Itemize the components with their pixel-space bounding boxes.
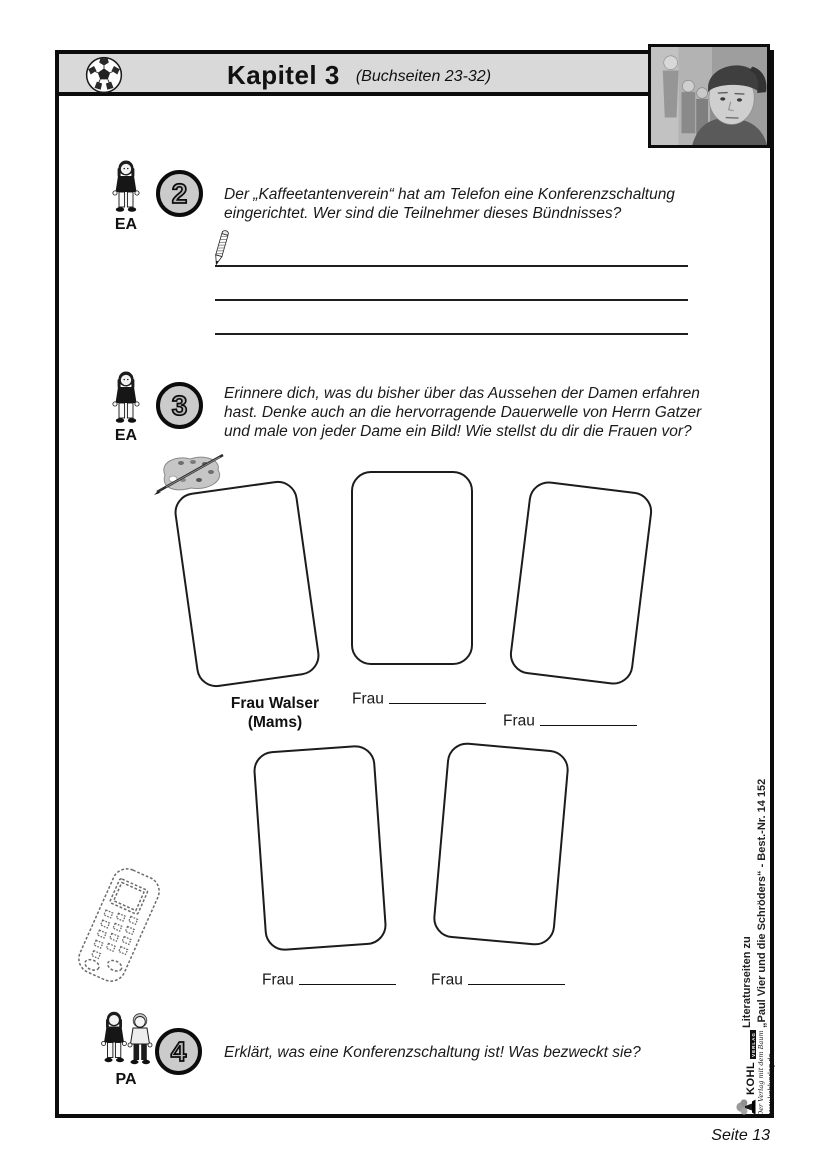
task-number-badge: 4 <box>155 1028 202 1075</box>
frame-caption-blank: Frau <box>431 970 565 990</box>
series-book-number: „Paul Vier und die Schröders“ - Best.-Nr. 14 152 <box>755 778 768 1028</box>
single-student-icon <box>108 370 144 426</box>
boy-with-cap-illustration <box>648 44 770 148</box>
series-title: Literaturseiten zu <box>741 936 753 1028</box>
work-mode-label: EA <box>114 427 138 444</box>
frame-caption-blank: Frau <box>503 711 637 731</box>
publisher-name-suffix: VERLAG <box>750 1032 756 1057</box>
task-number-badge: 3 <box>156 382 203 429</box>
frame-caption-blank: Frau <box>352 689 486 709</box>
work-mode-label: EA <box>114 216 138 233</box>
single-student-icon <box>108 159 144 215</box>
frame-caption-blank: Frau <box>262 970 396 990</box>
drawing-frame[interactable] <box>252 744 388 952</box>
writing-line[interactable] <box>215 265 688 267</box>
chapter-title-group <box>59 54 659 96</box>
publisher-slogan: Der Verlag mit dem Baum <box>757 1030 765 1116</box>
worksheet-border <box>55 50 774 1118</box>
drawing-frame[interactable] <box>432 741 571 947</box>
chapter-subtitle: (Buchseiten 23-32) <box>355 67 492 85</box>
writing-line[interactable] <box>215 299 688 301</box>
work-mode-label: PA <box>115 1071 137 1088</box>
writing-line[interactable] <box>215 333 688 335</box>
name-blank-line[interactable] <box>389 689 486 704</box>
task-text: Erklärt, was eine Konferenzschaltung ist! Was bezweckt sie? <box>224 1044 641 1061</box>
tree-icon <box>735 1098 756 1116</box>
two-students-icon <box>98 1010 158 1070</box>
page-number: Seite 13 <box>711 1127 770 1144</box>
task-number-badge: 2 <box>156 170 203 217</box>
task-text: Erinnere dich, was du bisher über das Aussehen der Damen erfahren hast. Denke auch an die hervorragende Dauerwelle von Herrn Gatzer und male von jeder Dame ein Bild! Wie stellst du dir die Frauen vor? <box>224 385 702 440</box>
pencil-icon <box>209 228 233 268</box>
cordless-phone-icon <box>65 858 173 993</box>
frame-caption-walser: Frau Walser (Mams) <box>230 695 320 731</box>
drawing-frame[interactable] <box>172 478 322 689</box>
drawing-frame[interactable] <box>351 471 473 665</box>
name-blank-line[interactable] <box>540 711 637 726</box>
chapter-title: Kapitel 3 <box>226 59 340 90</box>
name-blank-line[interactable] <box>299 970 396 985</box>
drawing-frame[interactable] <box>508 479 655 687</box>
publisher-url: www.kohlverlag.de <box>766 1053 775 1116</box>
task-text: Der „Kaffeetantenverein“ hat am Telefon eine Konferenzschaltung eingerichtet. Wer sind die Teilnehmer dieses Bündnisses? <box>224 186 675 222</box>
series-info-rotated <box>740 776 769 1028</box>
name-blank-line[interactable] <box>468 970 565 985</box>
publisher-name: KOHL <box>745 1061 757 1095</box>
publisher-logo-rotated <box>735 1028 775 1116</box>
